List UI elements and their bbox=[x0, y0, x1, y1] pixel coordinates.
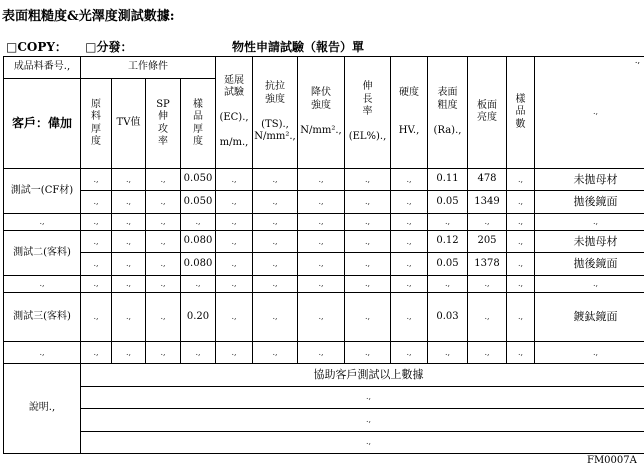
blank-cell: ., bbox=[112, 293, 146, 342]
blank-cell: ., bbox=[216, 231, 253, 253]
blank-cell: ., bbox=[345, 213, 391, 230]
table-row bbox=[4, 231, 644, 253]
remark-value: 鍍鈦鏡面 bbox=[535, 293, 644, 342]
gloss-value: 205 bbox=[468, 231, 507, 253]
blank-cell: ., bbox=[216, 293, 253, 342]
remark-value: 拋後鏡面 bbox=[535, 191, 644, 213]
explain-text: 協助客戶測試以上數據 bbox=[81, 364, 644, 386]
blank-cell: ., bbox=[298, 231, 345, 253]
blank-cell: ., bbox=[468, 293, 507, 342]
gloss-header: 板面 亮度 bbox=[468, 57, 507, 169]
blank-cell: ., bbox=[391, 341, 428, 363]
blank-cell: ., bbox=[4, 341, 81, 363]
blank-cell: ., bbox=[4, 275, 81, 292]
blank-cell: ., bbox=[345, 231, 391, 253]
blank-cell: ., bbox=[146, 275, 181, 292]
blank-cell: ., bbox=[253, 341, 298, 363]
blank-cell: ., bbox=[298, 341, 345, 363]
blank-cell: ., bbox=[298, 293, 345, 342]
blank-cell: ., bbox=[428, 213, 468, 230]
blank-cell: ., bbox=[112, 213, 146, 230]
customer-label: 客戶：偉加 bbox=[4, 79, 81, 169]
explain-blank-line: ., bbox=[81, 409, 644, 431]
doc-heading: 表面粗糙度&光澤度測試數據: bbox=[2, 9, 175, 24]
spacer-row bbox=[4, 213, 644, 230]
remarks-header: ., bbox=[535, 57, 644, 169]
blank-cell: ., bbox=[298, 191, 345, 213]
explain-blank-line: ., bbox=[81, 431, 644, 453]
blank-cell: ., bbox=[146, 293, 181, 342]
blank-cell: ., bbox=[535, 341, 644, 363]
blank-cell: ., bbox=[345, 275, 391, 292]
roughness-value: 0.03 bbox=[428, 293, 468, 342]
tensile-strength-header: 抗拉 強度 (TS)., N/mm²., bbox=[253, 57, 298, 169]
blank-cell: ., bbox=[345, 168, 391, 190]
sample-thickness-value: 0.080 bbox=[181, 231, 216, 253]
gloss-value: 478 bbox=[468, 168, 507, 190]
blank-cell: ., bbox=[345, 341, 391, 363]
blank-cell: ., bbox=[507, 191, 535, 213]
blank-cell: ., bbox=[507, 341, 535, 363]
blank-cell: ., bbox=[345, 293, 391, 342]
explain-row bbox=[4, 431, 644, 453]
blank-cell: ., bbox=[146, 191, 181, 213]
blank-cell: ., bbox=[146, 231, 181, 253]
blank-cell: ., bbox=[345, 191, 391, 213]
test-report-table bbox=[3, 56, 644, 454]
elongation-header: 伸 長 率 (EL%)., bbox=[345, 57, 391, 169]
explain-row bbox=[4, 364, 644, 386]
row-label: 測試二(客料) bbox=[4, 231, 81, 276]
sample-thickness-value: 0.050 bbox=[181, 191, 216, 213]
blank-cell: ., bbox=[345, 253, 391, 275]
blank-cell: ., bbox=[391, 191, 428, 213]
work-conditions-label: 工作條件 bbox=[81, 57, 216, 79]
blank-cell: ., bbox=[535, 275, 644, 292]
blank-cell: ., bbox=[468, 341, 507, 363]
blank-cell: ., bbox=[4, 213, 81, 230]
blank-cell: ., bbox=[216, 341, 253, 363]
blank-cell: ., bbox=[181, 213, 216, 230]
gloss-value: 1378 bbox=[468, 253, 507, 275]
distribution-line bbox=[6, 38, 146, 55]
blank-cell: ., bbox=[112, 275, 146, 292]
blank-cell: ., bbox=[391, 213, 428, 230]
remark-value: 未拋母材 bbox=[535, 168, 644, 190]
blank-cell: ., bbox=[507, 293, 535, 342]
blank-cell: ., bbox=[81, 231, 112, 253]
blank-cell: ., bbox=[216, 275, 253, 292]
blank-cell: ., bbox=[507, 231, 535, 253]
blank-cell: ., bbox=[181, 341, 216, 363]
blank-cell: ., bbox=[81, 213, 112, 230]
copy-label: □COPY： bbox=[6, 40, 67, 54]
table-row bbox=[4, 293, 644, 342]
row-label: 測試一(CF材) bbox=[4, 168, 81, 213]
table-row bbox=[4, 253, 644, 275]
explain-label: 說明., bbox=[4, 364, 81, 454]
header-row-1 bbox=[4, 57, 644, 79]
blank-cell: ., bbox=[507, 168, 535, 190]
yield-strength-header: 降伏 強度 N/mm²., bbox=[298, 57, 345, 169]
roughness-value: 0.05 bbox=[428, 253, 468, 275]
gloss-value: 1349 bbox=[468, 191, 507, 213]
sample-thickness-header: 樣 品 厚 度 bbox=[181, 79, 216, 169]
blank-cell: ., bbox=[507, 253, 535, 275]
blank-cell: ., bbox=[112, 253, 146, 275]
blank-cell: ., bbox=[112, 168, 146, 190]
roughness-value: 0.05 bbox=[428, 191, 468, 213]
blank-cell: ., bbox=[468, 275, 507, 292]
explain-row bbox=[4, 409, 644, 431]
remark-value: 未拋母材 bbox=[535, 231, 644, 253]
blank-cell: ., bbox=[81, 275, 112, 292]
blank-cell: ., bbox=[216, 168, 253, 190]
blank-cell: ., bbox=[181, 275, 216, 292]
blank-cell: ., bbox=[146, 168, 181, 190]
corner-mark: ., bbox=[634, 56, 640, 65]
blank-cell: ., bbox=[216, 213, 253, 230]
explain-blank-line: ., bbox=[81, 386, 644, 408]
tv-value-header: TV值 bbox=[112, 79, 146, 169]
blank-cell: ., bbox=[253, 253, 298, 275]
sample-thickness-value: 0.20 bbox=[181, 293, 216, 342]
blank-cell: ., bbox=[81, 191, 112, 213]
blank-cell: ., bbox=[253, 275, 298, 292]
surface-roughness-header: 表面 粗度 (Ra)., bbox=[428, 57, 468, 169]
blank-cell: ., bbox=[112, 341, 146, 363]
product-number-label: 成品料番号., bbox=[4, 57, 81, 79]
hardness-header: 硬度 HV., bbox=[391, 57, 428, 169]
form-subtitle: 物性申請試驗（報告）單 bbox=[232, 40, 365, 54]
blank-cell: ., bbox=[298, 275, 345, 292]
blank-cell: ., bbox=[468, 213, 507, 230]
roughness-value: 0.11 bbox=[428, 168, 468, 190]
blank-cell: ., bbox=[216, 253, 253, 275]
sp-rate-header: SP 伸 攻 率 bbox=[146, 79, 181, 169]
explain-row bbox=[4, 386, 644, 408]
blank-cell: ., bbox=[112, 191, 146, 213]
sample-thickness-value: 0.080 bbox=[181, 253, 216, 275]
blank-cell: ., bbox=[146, 213, 181, 230]
blank-cell: ., bbox=[253, 213, 298, 230]
blank-cell: ., bbox=[298, 213, 345, 230]
blank-cell: ., bbox=[81, 293, 112, 342]
blank-cell: ., bbox=[298, 168, 345, 190]
spacer-row bbox=[4, 341, 644, 363]
blank-cell: ., bbox=[253, 231, 298, 253]
blank-cell: ., bbox=[253, 191, 298, 213]
blank-cell: ., bbox=[81, 168, 112, 190]
blank-cell: ., bbox=[391, 168, 428, 190]
sample-thickness-value: 0.050 bbox=[181, 168, 216, 190]
remark-value: 拋後鏡面 bbox=[535, 253, 644, 275]
form-code: FM0007A bbox=[587, 455, 637, 466]
blank-cell: ., bbox=[146, 253, 181, 275]
extension-test-header: 延展 試驗 (EC)., m/m., bbox=[216, 57, 253, 169]
blank-cell: ., bbox=[391, 253, 428, 275]
blank-cell: ., bbox=[507, 275, 535, 292]
blank-cell: ., bbox=[112, 231, 146, 253]
roughness-value: 0.12 bbox=[428, 231, 468, 253]
blank-cell: ., bbox=[253, 168, 298, 190]
blank-cell: ., bbox=[391, 293, 428, 342]
blank-cell: ., bbox=[428, 341, 468, 363]
blank-cell: ., bbox=[391, 275, 428, 292]
blank-cell: ., bbox=[391, 231, 428, 253]
sample-count-header: 樣 品 數 bbox=[507, 57, 535, 169]
blank-cell: ., bbox=[81, 341, 112, 363]
raw-thickness-header: 原 料 厚 度 bbox=[81, 79, 112, 169]
blank-cell: ., bbox=[535, 213, 644, 230]
blank-cell: ., bbox=[253, 293, 298, 342]
spacer-row bbox=[4, 275, 644, 292]
blank-cell: ., bbox=[507, 213, 535, 230]
table-row bbox=[4, 168, 644, 190]
row-label: 測試三(客料) bbox=[4, 293, 81, 342]
blank-cell: ., bbox=[428, 275, 468, 292]
table-row bbox=[4, 191, 644, 213]
blank-cell: ., bbox=[146, 341, 181, 363]
distribution-label: □分發： bbox=[85, 40, 133, 54]
blank-cell: ., bbox=[81, 253, 112, 275]
blank-cell: ., bbox=[298, 253, 345, 275]
blank-cell: ., bbox=[216, 191, 253, 213]
